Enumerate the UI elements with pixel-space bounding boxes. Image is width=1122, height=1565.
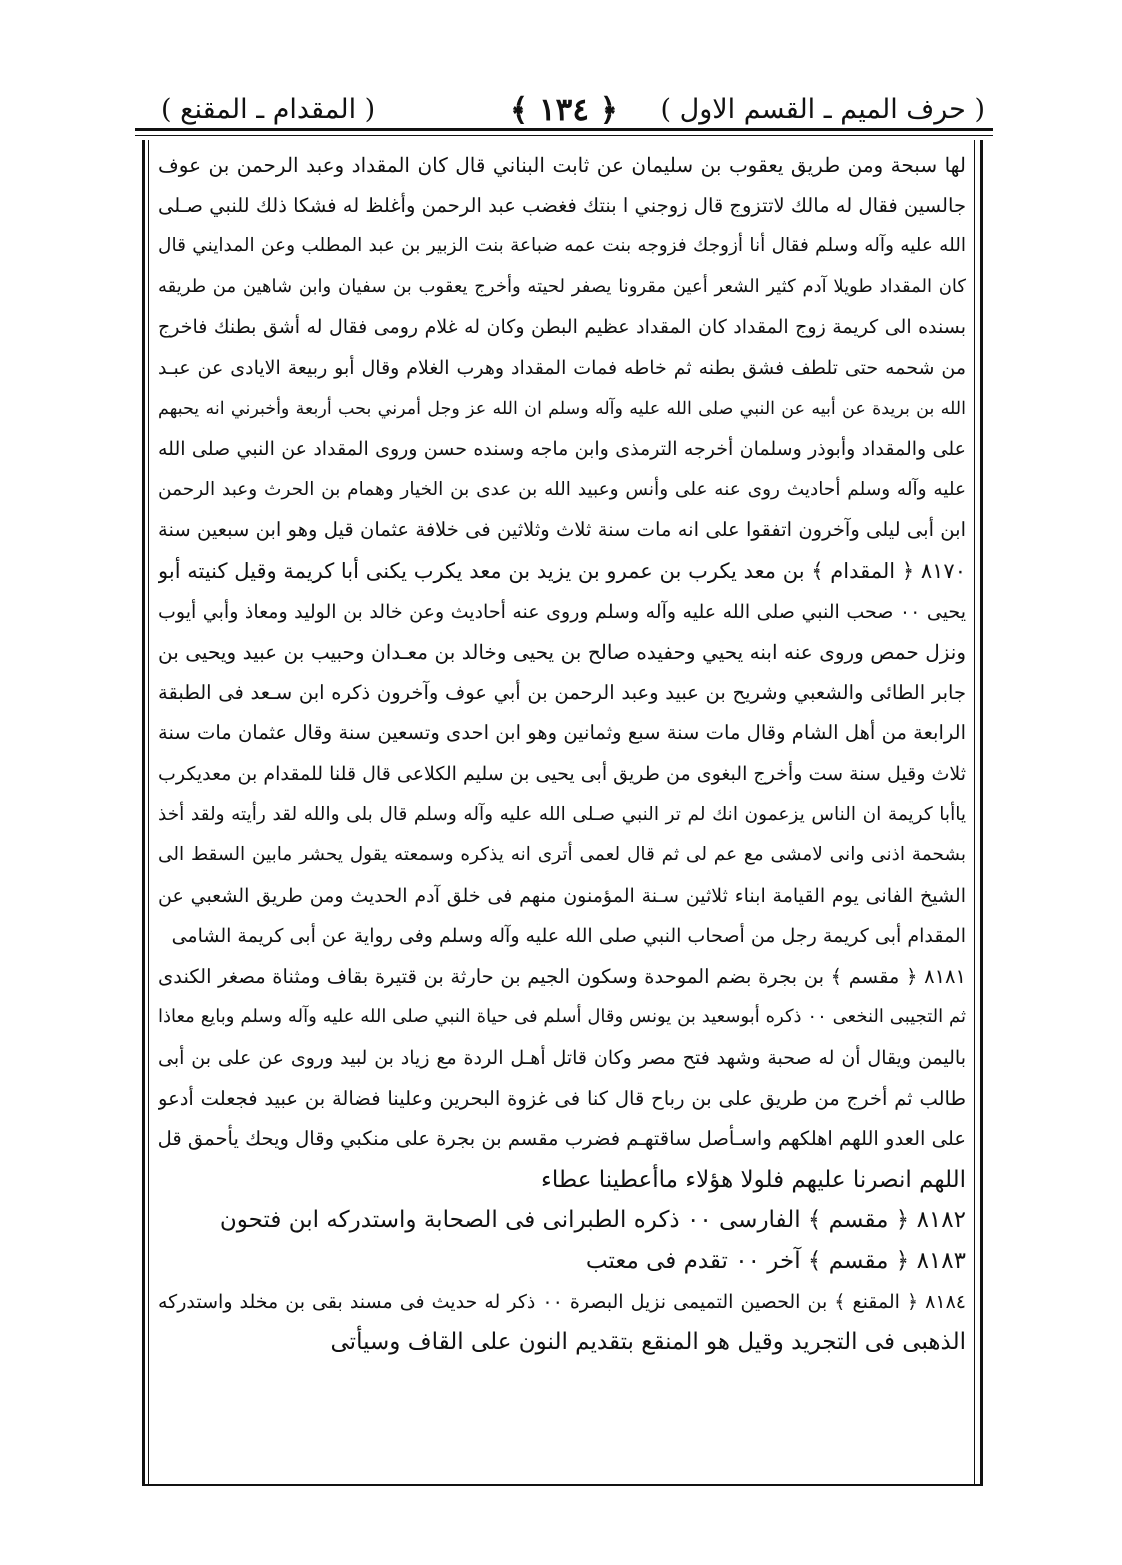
text-line: الله بن بريدة عن أبيه عن النبي صلى الله عليه وآله وسلم ان الله عز وجل أمرني بحب أربعة وأخبرني انه يحبهم — [158, 398, 966, 419]
frame-border-left — [142, 140, 145, 1485]
page-number: ﴿ ١٣٤ ﴾ — [510, 92, 618, 128]
frame-border-left-inner — [148, 140, 149, 1485]
text-line: الذهبى فى التجريد وقيل هو المنقع بتقديم النون على القاف وسيأتى — [330, 1329, 966, 1356]
text-line: ثم التجيبى النخعى ٠٠ ذكره أبوسعيد بن يونس وقال أسلم فى حياة النبي صلى الله عليه وآله وسلم وبايع معاذا — [158, 1006, 966, 1028]
header-rule-thin — [135, 135, 993, 136]
frame-border-bottom — [142, 1484, 983, 1486]
text-line: اللهم انصرنا عليهم فلولا هؤلاء ماأعطينا عطاء — [541, 1166, 966, 1193]
entry-8184-heading: ٨١٨٤ ﴿ المقنع ﴾ بن الحصين التميمى نزيل البصرة ٠٠ ذكر له حديث فى مسند بقى بن مخلد واستدركه — [158, 1290, 966, 1313]
text-line: الشيخ الفانى يوم القيامة ابناء ثلاثين سـنة المؤمنون منهم فى خلق آدم الحديث ومن طريق الشعبي عن — [158, 884, 966, 907]
entries-range: ( المقدام ـ المقنع ) — [161, 94, 376, 125]
text-line: ياأبا كريمة ان الناس يزعمون انك لم تر النبي صـلى الله عليه وآله وسلم قال بلى والله لقد رأيته ولقد أخذ — [158, 803, 966, 825]
text-line: جالسين فقال له مالك لاتتزوج قال زوجني ا بنتك فغضب عبد الرحمن وأغلظ له فشكا ذلك للنبي صـلى — [158, 193, 966, 217]
text-line: بشحمة اذنى وانى لامشى مع عم لى ثم قال لعمى أترى انه يذكره وسمعته يقول يحشر مابين السقط الى — [158, 844, 966, 866]
entry-8183: ٨١٨٣ ﴿ مقسم ﴾ آخر ٠٠ تقدم فى معتب — [585, 1248, 966, 1275]
frame-border-right — [980, 140, 983, 1485]
frame-border-right-inner — [974, 140, 975, 1485]
text-line: المقدام أبى كريمة رجل من أصحاب النبي صلى الله عليه وآله وسلم وفى رواية عن أبى كريمة الشامى — [171, 925, 966, 948]
header-rule — [135, 128, 993, 131]
text-line: باليمن ويقال أن له صحبة وشهد فتح مصر وكان قاتل أهـل الردة مع زياد بن لبيد وروى عن على بن أبى — [158, 1047, 966, 1070]
entry-8182: ٨١٨٢ ﴿ مقسم ﴾ الفارسى ٠٠ ذكره الطبرانى فى الصحابة واستدركه ابن فتحون — [219, 1207, 966, 1234]
text-line: لها سبحة ومن طريق يعقوب بن سليمان عن ثابت البناني قال كان المقداد وعبد الرحمن بن عوف — [158, 153, 966, 177]
text-line: يحيى ٠٠ صحب النبي صلى الله عليه وآله وسلم وروى عنه أحاديث وعن خالد بن الوليد ومعاذ وأبي أيوب — [158, 600, 966, 623]
text-line: بسنده الى كريمة زوج المقداد كان المقداد عظيم البطن وكان له غلام رومى فقال له أشق بطنك فاخرج — [158, 316, 966, 339]
text-line: ونزل حمص وروى عنه ابنه يحيي وحفيده صالح بن يحيى وخالد بن معـدان وحبيب بن عبيد ويحيى بن — [158, 640, 966, 665]
section-title: ( حرف الميم ـ القسم الاول ) — [660, 94, 985, 125]
text-line: ثلاث وقيل سنة ست وأخرج البغوى من طريق أبى يحيى بن سليم الكلاعى قال قلنا للمقدام بن معديكرب — [158, 762, 966, 785]
entry-8181-heading: ٨١٨١ ﴿ مقسم ﴾ بن بجرة بضم الموحدة وسكون الجيم بن حارثة بن قتيرة بقاف ومثناة مصغر الكندى — [158, 964, 966, 988]
text-line: الرابعة من أهل الشام وقال مات سنة سبع وثمانين وهو ابن احدى وتسعين سنة وقال عثمان مات سنة — [158, 721, 966, 745]
text-line: من شحمه حتى تلطف فشق بطنه ثم خاطه فمات المقداد وهرب الغلام وقال أبو ربيعة الايادى عن عبـد — [158, 356, 966, 379]
text-line: ابن أبى ليلى وآخرون اتفقوا على انه مات سنة ثلاث وثلاثين فى خلافة عثمان قيل وهو ابن سبعين سنة — [158, 518, 966, 542]
text-line: عليه وآله وسلم أحاديث روى عنه على وأنس وعبيد الله بن عدى بن الخيار وهمام بن الحرث وعبد الرحمن — [158, 478, 966, 500]
text-line: الله عليه وآله وسلم فقال أنا أزوجك فزوجه بنت عمه ضباعة بنت الزبير بن عبد المطلب وعن المدايني قال — [158, 235, 966, 257]
text-line: كان المقداد طويلا آدم كثير الشعر أعين مقرونا يصفر لحيته وأخرج يعقوب بن سفيان وابن شاهين من طريقه — [158, 275, 966, 297]
text-line: على العدو اللهم اهلكهم واسـأصل ساقتهـم فضرب مقسم بن بجرة على منكبي وقال ويحك يأحمق قل — [158, 1127, 966, 1151]
text-line: طالب ثم أخرج من طريق على بن رباح قال كنا فى غزوة البحرين وعلينا فضالة بن عبيد فجعلت أدعو — [158, 1086, 966, 1110]
page-header — [135, 92, 993, 132]
entry-8170-heading: ٨١٧٠ ﴿ المقدام ﴾ بن معد يكرب بن عمرو بن يزيد بن معد يكرب يكنى أبا كريمة وقيل كنيته أبو — [158, 558, 966, 583]
text-line: جابر الطائى والشعبي وشريح بن عبيد وعبد الرحمن بن أبي عوف وآخرون ذكره ابن سـعد فى الطبقة — [158, 680, 966, 704]
text-line: على والمقداد وأبوذر وسلمان أخرجه الترمذى وابن ماجه وسنده حسن وروى المقداد عن النبي صلى الله — [158, 438, 966, 461]
page-body — [158, 145, 966, 1480]
